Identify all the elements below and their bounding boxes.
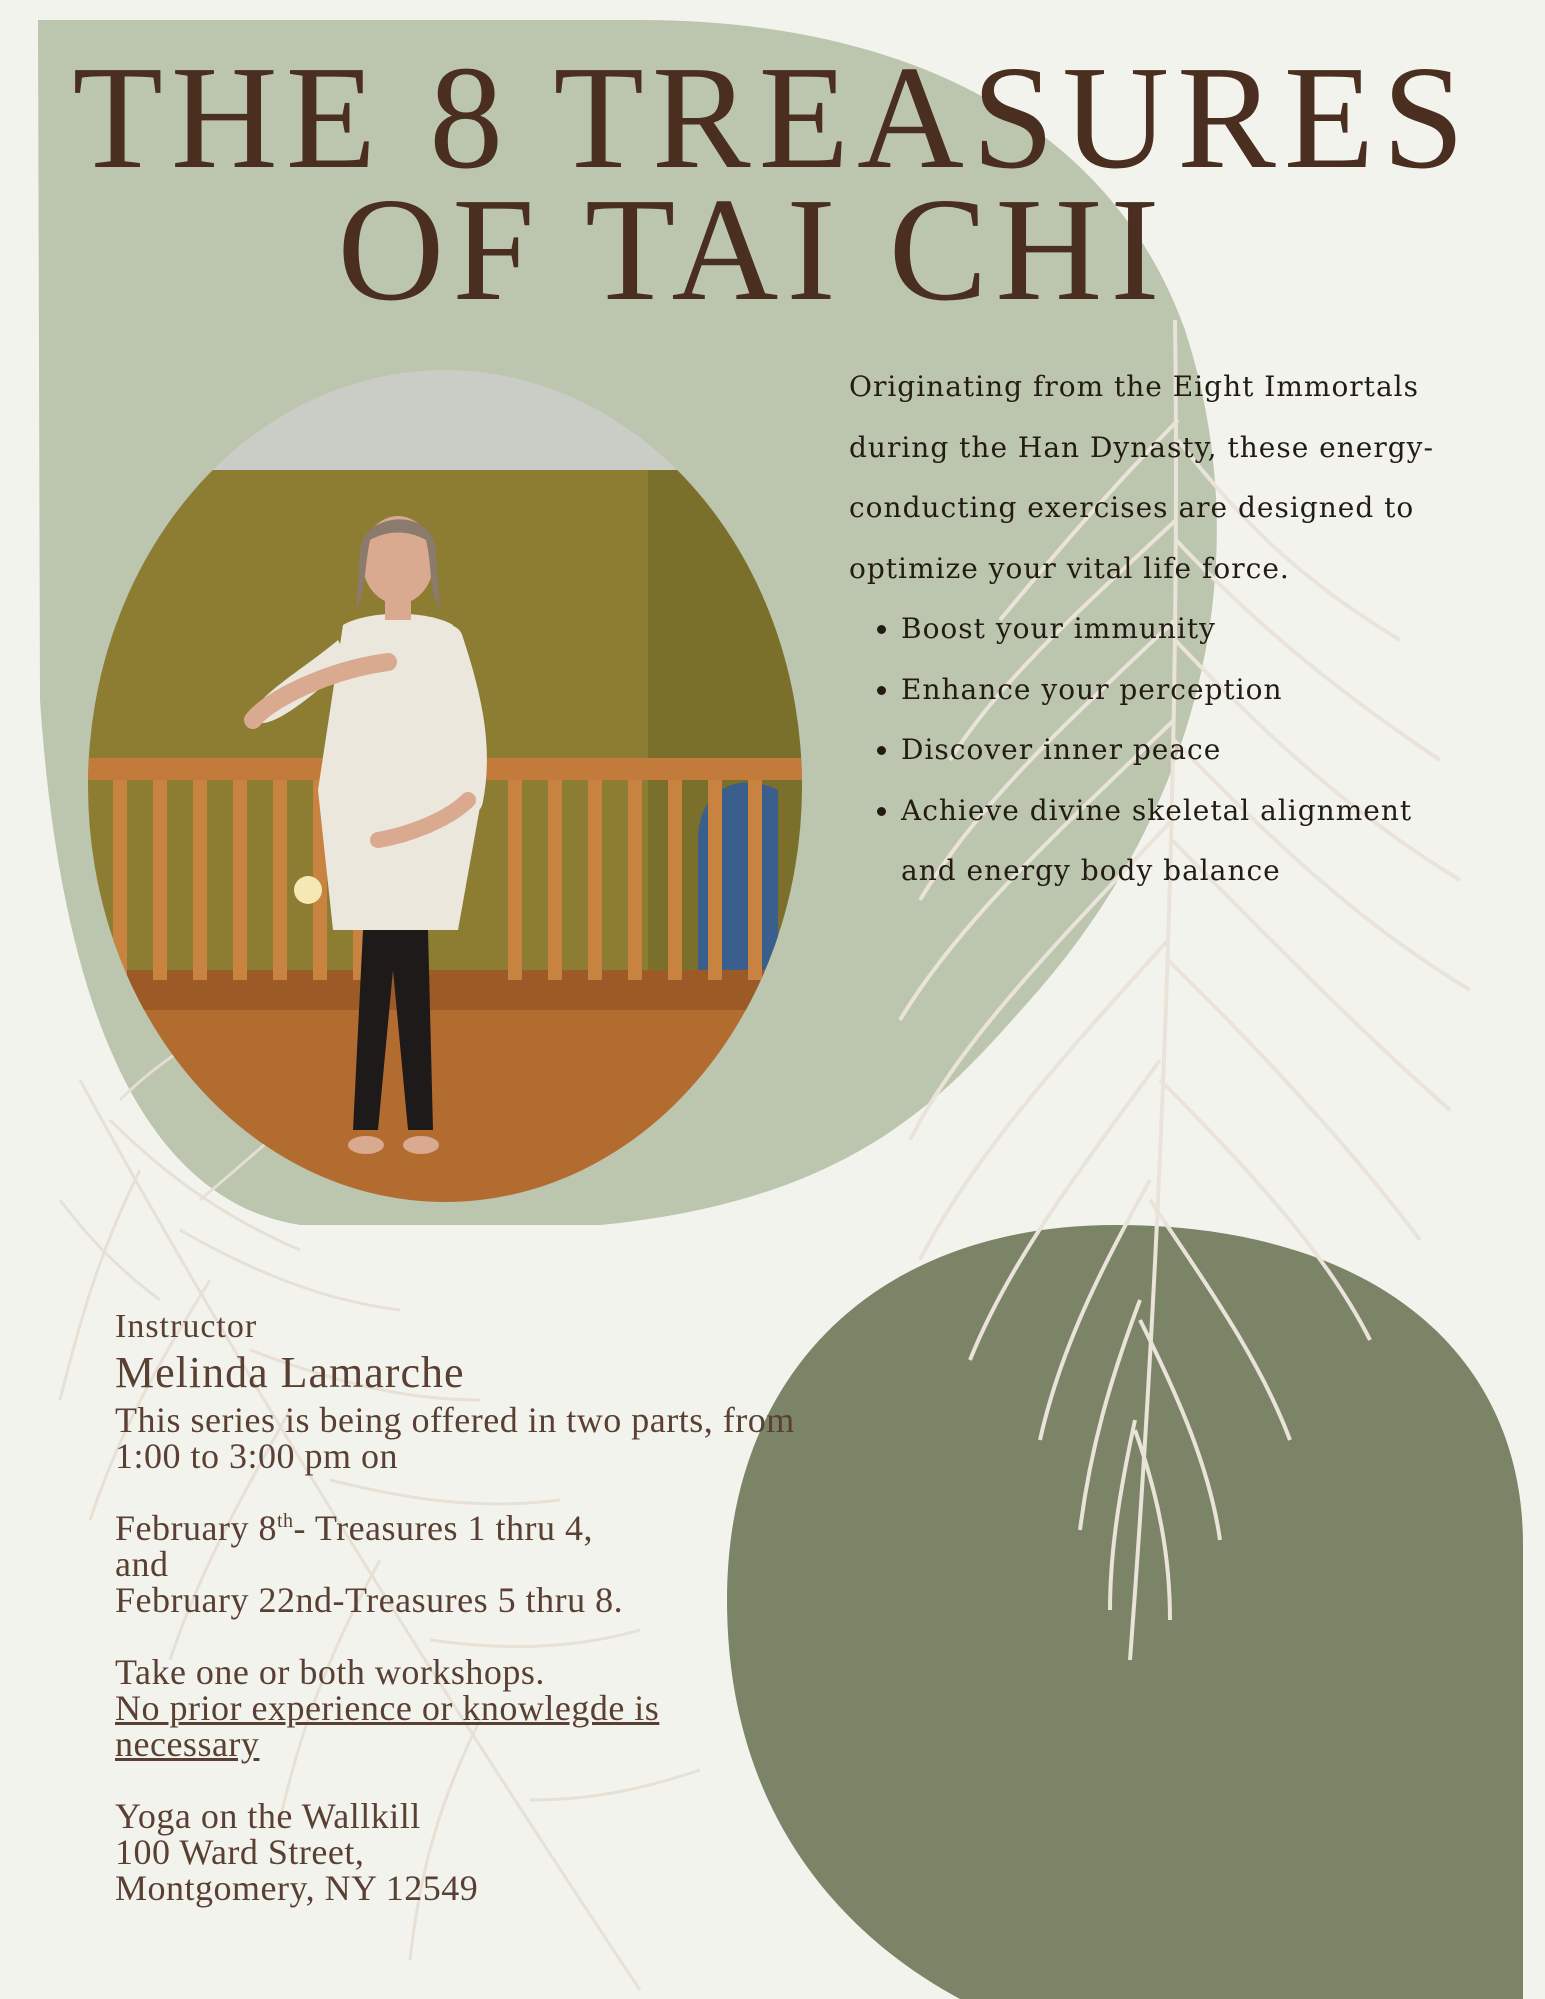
no-experience-text: No prior experience or knowlegde is necessary xyxy=(115,1688,660,1764)
part2-date: February 22nd-Treasures 5 thru 8. xyxy=(115,1580,624,1620)
part1-prefix: February 8 xyxy=(115,1508,277,1548)
venue-city: Montgomery, NY 12549 xyxy=(115,1868,479,1908)
benefit-item: • Enhance your perception xyxy=(901,660,1469,721)
instructor-label: Instructor xyxy=(115,1308,258,1345)
part1-sup: th xyxy=(276,1510,294,1532)
benefit-item: • Discover inner peace xyxy=(901,720,1469,781)
title-line-1: THE 8 TREASURES xyxy=(72,36,1473,200)
description-intro: Originating from the Eight Immortals during the Han Dynasty, these energy-conducting exercises are designed to optimize your vital life force. xyxy=(849,370,1434,585)
title-line-2: OF TAI CHI xyxy=(337,168,1168,332)
instructor-photo xyxy=(88,370,802,1202)
benefit-item: • Achieve divine skeletal alignment and energy body balance xyxy=(901,781,1469,902)
benefit-item: • Boost your immunity xyxy=(901,599,1469,660)
event-info xyxy=(115,1308,795,1906)
venue-street: 100 Ward Street, xyxy=(115,1832,365,1872)
part1-date xyxy=(115,1510,795,1546)
part1-and: and xyxy=(115,1544,169,1584)
venue-name: Yoga on the Wallkill xyxy=(115,1796,421,1836)
part1-suffix: - Treasures 1 thru 4, xyxy=(293,1508,594,1548)
benefits-list xyxy=(849,599,1469,902)
instructor-name: Melinda Lamarche xyxy=(115,1348,465,1397)
take-workshops-text: Take one or both workshops. xyxy=(115,1652,545,1692)
description-block xyxy=(849,357,1469,902)
series-text: This series is being offered in two parts, from 1:00 to 3:00 pm on xyxy=(115,1400,795,1476)
